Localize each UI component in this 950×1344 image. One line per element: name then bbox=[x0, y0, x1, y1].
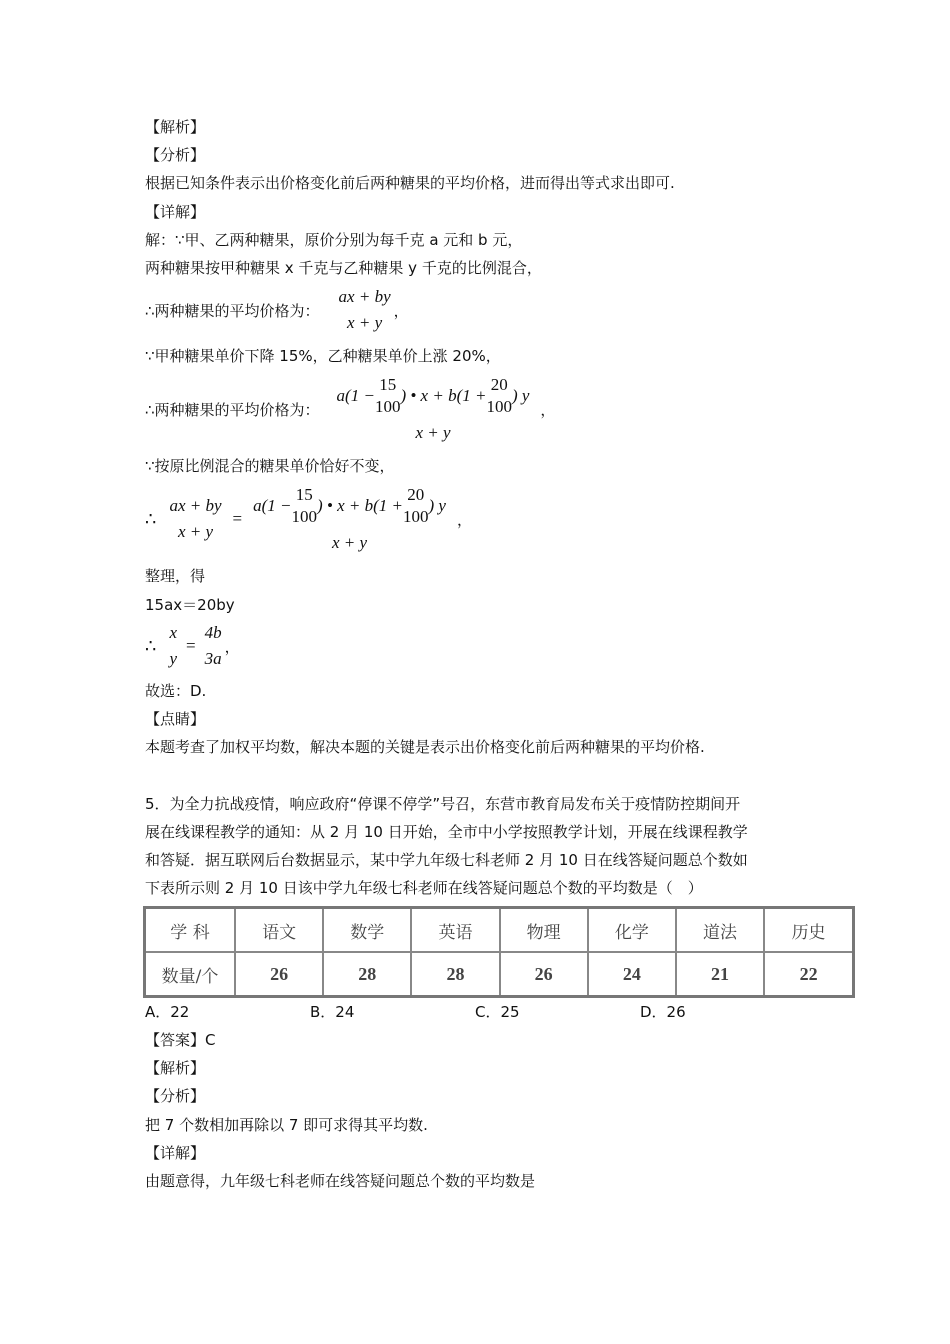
avg-price-line-2 bbox=[145, 372, 555, 446]
eq-f2-num: 20 bbox=[407, 485, 425, 504]
avg2-denominator: x + y bbox=[415, 423, 451, 442]
eq-therefore: ∴ bbox=[145, 508, 157, 530]
avg2-end: ) y bbox=[511, 386, 530, 405]
eq-frac-15 bbox=[292, 484, 318, 528]
table-cell: 26 bbox=[235, 952, 323, 997]
avg2-f2-num: 20 bbox=[490, 375, 508, 394]
avg1-label: ∴两种糖果的平均价格为： bbox=[145, 301, 320, 320]
option-b: B．24 bbox=[310, 1003, 355, 1021]
option-d: D．26 bbox=[640, 1003, 686, 1021]
eq-f1-num: 15 bbox=[295, 485, 313, 504]
table-cell: 数量/个 bbox=[145, 952, 236, 997]
ratio-left-fraction bbox=[166, 620, 180, 672]
avg2-a: a(1 − bbox=[336, 386, 375, 405]
table-cell: 学 科 bbox=[145, 908, 236, 953]
q5-line-1: 5．为全力抗战疫情，响应政府“停课不停学”号召，东营市教育局发布关于疫情防控期间开 bbox=[145, 795, 741, 813]
eq-comma: ， bbox=[456, 510, 472, 529]
avg2-fraction bbox=[334, 372, 533, 446]
avg2-f2-den: 100 bbox=[486, 397, 512, 416]
eq-mid: ) • x + b(1 + bbox=[317, 496, 404, 515]
table-cell: 28 bbox=[323, 952, 411, 997]
unchanged-line: ∵按原比例混合的糖果单价恰好不变， bbox=[145, 457, 395, 475]
subject-count-table bbox=[143, 906, 855, 998]
price-change-line: ∵甲种糖果单价下降 15%，乙种糖果单价上涨 20%， bbox=[145, 347, 501, 365]
eq-left-num: ax + by bbox=[169, 496, 222, 515]
fenxi-2-text: 把 7 个数相加再除以 7 即可求得其平均数. bbox=[145, 1116, 428, 1134]
avg2-frac-20 bbox=[486, 374, 512, 418]
label-dianjing: 【点睛】 bbox=[145, 710, 206, 728]
eq-sign: = bbox=[232, 509, 243, 528]
label-xiangjie-1: 【详解】 bbox=[145, 203, 206, 221]
table-cell: 26 bbox=[500, 952, 588, 997]
fenxi-1-text: 根据已知条件表示出价格变化前后两种糖果的平均价格，进而得出等式求出即可. bbox=[145, 174, 675, 192]
label-jiexi-1: 【解析】 bbox=[145, 118, 206, 136]
q5-line-3: 和答疑．据互联网后台数据显示，某中学九年级七科老师 2 月 10 日在线答疑问题总个数如 bbox=[145, 851, 748, 869]
solution-line-1: 解：∵甲、乙两种糖果，原价分别为每千克 a 元和 b 元， bbox=[145, 231, 523, 249]
avg2-label: ∴两种糖果的平均价格为： bbox=[145, 400, 320, 419]
ratio-eq: = bbox=[186, 636, 196, 655]
avg2-frac-15 bbox=[375, 374, 401, 418]
ratio-comma: ， bbox=[224, 637, 240, 656]
option-a: A．22 bbox=[145, 1003, 190, 1021]
eq-left-den: x + y bbox=[177, 522, 214, 541]
table-cell: 21 bbox=[676, 952, 764, 997]
label-xiangjie-2: 【详解】 bbox=[145, 1144, 206, 1162]
eq-f1-den: 100 bbox=[291, 507, 317, 526]
avg2-comma: ， bbox=[540, 400, 556, 419]
q5-line-2: 展在线课程教学的通知：从 2 月 10 日开始，全市中小学按照教学计划，开展在线课程教学 bbox=[145, 823, 748, 841]
answer-line: 【答案】C bbox=[145, 1031, 216, 1049]
q5-line-4: 下表所示则 2 月 10 日该中学九年级七科老师在线答疑问题总个数的平均数是（ ） bbox=[145, 879, 703, 897]
table-row bbox=[145, 952, 854, 997]
xiangjie-2-text: 由题意得，九年级七科老师在线答疑问题总个数的平均数是 bbox=[145, 1172, 536, 1190]
avg-price-line-1 bbox=[145, 284, 409, 336]
ratio-4b: 4b bbox=[204, 623, 222, 642]
eq-frac-20 bbox=[403, 484, 429, 528]
table-header-row bbox=[145, 908, 854, 953]
eq-right-den: x + y bbox=[332, 533, 368, 552]
dianjing-text: 本题考查了加权平均数，解决本题的关键是表示出价格变化前后两种糖果的平均价格. bbox=[145, 738, 705, 756]
table-cell: 24 bbox=[588, 952, 676, 997]
eq-f2-den: 100 bbox=[403, 507, 429, 526]
choose-line: 故选：D. bbox=[145, 682, 207, 700]
avg2-f1-num: 15 bbox=[379, 375, 397, 394]
ratio-right-fraction bbox=[202, 620, 225, 672]
table-cell: 化学 bbox=[588, 908, 676, 953]
table-cell: 语文 bbox=[235, 908, 323, 953]
avg1-comma: ， bbox=[393, 301, 409, 320]
avg2-f1-den: 100 bbox=[374, 397, 401, 416]
table-cell: 历史 bbox=[764, 908, 853, 953]
table-cell: 22 bbox=[764, 952, 853, 997]
eq-right-fraction bbox=[250, 482, 449, 556]
avg2-numerator bbox=[334, 372, 533, 420]
label-fenxi-1: 【分析】 bbox=[145, 146, 206, 164]
avg2-mid: ) • x + b(1 + bbox=[400, 386, 487, 405]
ratio-line bbox=[145, 620, 240, 672]
avg1-fraction bbox=[336, 284, 394, 336]
ratio-y: y bbox=[169, 649, 177, 668]
option-c: C．25 bbox=[475, 1003, 520, 1021]
eq-left-fraction bbox=[166, 493, 224, 545]
label-fenxi-2: 【分析】 bbox=[145, 1087, 206, 1105]
zhengli-line: 整理，得 bbox=[145, 567, 206, 585]
eq-a: a(1 − bbox=[253, 496, 292, 515]
eq-right-numerator bbox=[250, 482, 449, 530]
table-cell: 英语 bbox=[411, 908, 499, 953]
table-cell: 28 bbox=[411, 952, 499, 997]
ratio-3a: 3a bbox=[204, 649, 222, 668]
eq-end: ) y bbox=[428, 496, 446, 515]
table-cell: 道法 bbox=[676, 908, 764, 953]
solution-line-2: 两种糖果按甲种糖果 x 千克与乙种糖果 y 千克的比例混合， bbox=[145, 259, 542, 277]
ratio-x: x bbox=[169, 623, 177, 642]
result-equation: 15ax＝20by bbox=[145, 596, 235, 614]
avg1-denominator: x + y bbox=[347, 313, 383, 332]
equation-line bbox=[145, 482, 472, 556]
avg1-numerator: ax + by bbox=[338, 287, 391, 306]
table-cell: 数学 bbox=[323, 908, 411, 953]
label-jiexi-2: 【解析】 bbox=[145, 1059, 206, 1077]
ratio-therefore: ∴ bbox=[145, 635, 157, 657]
table-cell: 物理 bbox=[500, 908, 588, 953]
